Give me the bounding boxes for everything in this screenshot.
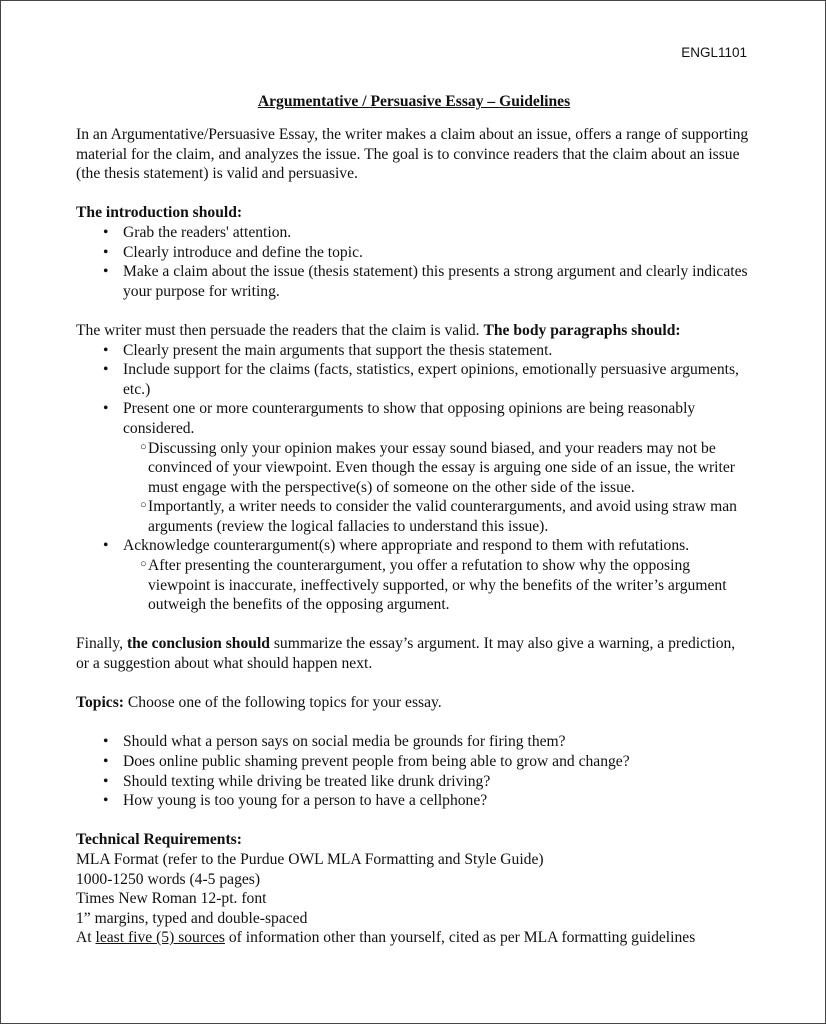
list-item: • How young is too young for a person to have a cellphone?: [103, 792, 488, 810]
course-code: ENGL1101: [681, 45, 747, 60]
technical-line: 1000-1250 words (4-5 pages): [76, 870, 261, 888]
body-heading: The body paragraphs should:: [483, 321, 681, 339]
introduction-heading: The introduction should:: [76, 204, 243, 222]
technical-line: MLA Format (refer to the Purdue OWL MLA Formatting and Style Guide): [76, 850, 544, 868]
sub-list-item: ○ After presenting the counterargument, you offer a refutation to show why the opposing viewpoint is inaccurate, ineffectively supported, or why the benefits of the writer’s argument outweigh the benefits of the opposing argument.: [140, 557, 727, 614]
list-item: • Should what a person says on social media be grounds for firing them?: [103, 733, 566, 751]
list-item: • Acknowledge counterargument(s) where appropriate and respond to them with refutations.: [103, 537, 690, 555]
intro-paragraph: In an Argumentative/Persuasive Essay, the writer makes a claim about an issue, offers a range of supporting material for the claim, and analyzes the issue. The goal is to convince readers that the claim about an issue (the thesis statement) is valid and persuasive.: [76, 126, 749, 183]
document-body: [76, 125, 752, 948]
topics-intro: Topics: Choose one of the following topics for your essay.: [76, 694, 442, 712]
list-item: • Present one or more counterarguments to show that opposing opinions are being reasonably considered.: [103, 400, 696, 437]
conclusion-paragraph: Finally, the conclusion should summarize the essay’s argument. It may also give a warning, a prediction, or a suggestion about what should happen next.: [76, 635, 736, 673]
list-item: • Should texting while driving be treated like drunk driving?: [103, 772, 491, 790]
technical-line: At least five (5) sources of information other than yourself, cited as per MLA formatting guidelines: [76, 929, 696, 947]
technical-heading: Technical Requirements:: [76, 831, 242, 849]
list-item: • Does online public shaming prevent people from being able to grow and change?: [103, 753, 630, 770]
body-list: [76, 341, 752, 439]
list-item: • Include support for the claims (facts, statistics, expert opinions, emotionally persuasive arguments, etc.): [103, 361, 739, 398]
acknowledge-sublist: [76, 556, 752, 615]
counter-sublist: [76, 439, 752, 537]
sub-list-item: ○ Discussing only your opinion makes your essay sound biased, and your readers may not be convinced of your viewpoint. Even though the essay is arguing one side of an issue, the writer must engage with the perspective(s) of someone on the other side of the issue.: [140, 439, 735, 496]
technical-line: Times New Roman 12-pt. font: [76, 890, 267, 908]
list-item: • Make a claim about the issue (thesis statement) this presents a strong argument and clearly indicates your purpose for writing.: [103, 263, 748, 300]
sub-list-item: ○ Importantly, a writer needs to consider the valid counterarguments, and avoid using straw man arguments (review the logical fallacies to understand this issue).: [140, 498, 737, 535]
body-lead: The writer must then persuade the readers that the claim is valid. The body paragraphs should:: [76, 321, 681, 339]
technical-line: 1” margins, typed and double-spaced: [76, 909, 308, 927]
document-title: Argumentative / Persuasive Essay – Guidelines: [257, 93, 571, 110]
list-item: • Clearly introduce and define the topic.: [103, 243, 363, 261]
list-item: • Grab the readers' attention.: [103, 223, 292, 241]
list-item: • Clearly present the main arguments that support the thesis statement.: [103, 341, 553, 359]
topics-list: [76, 732, 752, 810]
introduction-list: [76, 223, 752, 301]
